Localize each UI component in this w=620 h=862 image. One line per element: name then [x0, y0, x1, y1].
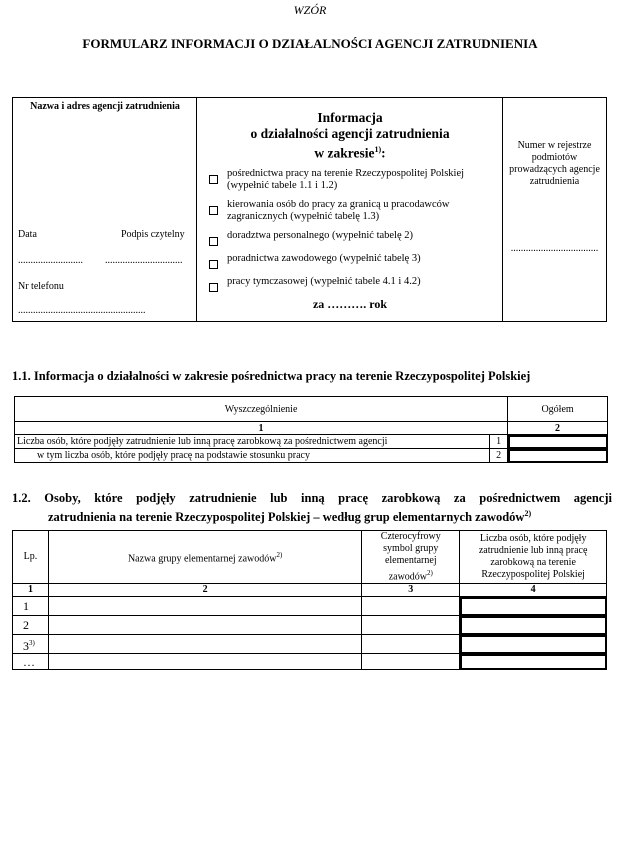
row-lp: …	[13, 654, 49, 670]
info-title-line1: Informacja	[317, 110, 383, 125]
table-row	[15, 449, 608, 463]
col-number: 1	[13, 584, 49, 597]
col-total-header: Ogółem	[508, 397, 608, 422]
register-number-label: Numer w rejestrze podmiotów prowadzących agencje zatrudnienia	[509, 140, 600, 187]
phone-field[interactable]: ...................................................	[18, 305, 146, 316]
col-number: 2	[508, 422, 608, 435]
section-1-2-title	[12, 490, 612, 525]
table-row	[13, 597, 607, 616]
info-title-line3: w zakresie$^{1)}$:	[314, 145, 386, 161]
signature-field[interactable]: ...............................	[105, 255, 183, 266]
option-work-abroad[interactable]	[209, 199, 499, 223]
col-symbol-header: Czterocyfrowy symbol grupy elementarnej zawodów$^{2)}$	[362, 531, 460, 584]
option-job-placement[interactable]	[209, 168, 499, 192]
option-label: kierowania osób do pracy za granicą u pracodawców zagranicznych (wypełnić tabelę 1.3)	[227, 199, 450, 222]
option-label: pracy tymczasowej (wypełnić tabele 4.1 i 4.2)	[227, 276, 421, 287]
footnote-ref: 2)	[427, 569, 433, 577]
footnote-ref: 1)	[374, 145, 382, 154]
table-row	[15, 435, 608, 449]
name-cell[interactable]	[48, 654, 361, 670]
year-field[interactable]: za ………. rok	[312, 297, 388, 311]
option-personnel-consulting[interactable]	[209, 230, 499, 246]
row-label: Liczba osób, które podjęły zatrudnienie lub inną pracę zarobkową za pośrednictwem agencji	[15, 435, 490, 449]
table-1-1	[14, 396, 608, 463]
col-number: 3	[362, 584, 460, 597]
symbol-cell[interactable]	[362, 616, 460, 635]
section-1-2-title-line1: 1.2. Osoby, które podjęły zatrudnienie lub inną pracę zarobkową za pośrednictwem agencji	[12, 491, 612, 505]
row-label: w tym liczba osób, które podjęły pracę na podstawie stosunku pracy	[15, 449, 490, 463]
col-number: 4	[460, 584, 607, 597]
section-1-1-title: 1.1. Informacja o działalności w zakresie pośrednictwa pracy na terenie Rzeczypospolitej Polskiej	[12, 369, 531, 383]
phone-label: Nr telefonu	[18, 281, 64, 292]
option-career-counseling[interactable]	[209, 253, 499, 269]
register-number-field[interactable]: ...................................	[510, 243, 599, 254]
symbol-cell[interactable]	[362, 635, 460, 654]
table-1-2	[12, 530, 607, 670]
row-lp: 1	[13, 597, 49, 616]
count-cell[interactable]	[460, 654, 607, 670]
input-cell[interactable]	[508, 449, 608, 463]
count-cell[interactable]	[460, 635, 607, 654]
count-cell[interactable]	[460, 597, 607, 616]
date-field[interactable]: ..........................	[18, 255, 83, 266]
agency-name-label: Nazwa i adres agencji zatrudnienia	[30, 101, 180, 112]
name-cell[interactable]	[48, 635, 361, 654]
checkbox[interactable]	[209, 237, 218, 246]
checkbox[interactable]	[209, 283, 218, 292]
option-label: doradztwa personalnego (wypełnić tabelę 2)	[227, 230, 414, 241]
date-label: Data	[18, 229, 37, 240]
footnote-ref: 2)	[524, 509, 532, 518]
col-spec-header: Wyszczególnienie	[15, 397, 508, 422]
option-label: pośrednictwa pracy na terenie Rzeczypospolitej Polskiej (wypełnić tabele 1.1 i 1.2)	[227, 168, 465, 191]
col-count-header: Liczba osób, które podjęły zatrudnienie lub inną pracę zarobkową na terenie Rzeczypospolitej Polskiej	[460, 531, 607, 584]
table-row	[13, 635, 607, 654]
checkbox[interactable]	[209, 175, 218, 184]
row-number: 1	[490, 435, 508, 449]
col-name-header: Nazwa grupy elementarnej zawodów$^{2)}$	[48, 531, 361, 584]
footnote-ref: 2)	[276, 551, 283, 559]
register-panel	[503, 98, 606, 321]
option-temporary-work[interactable]	[209, 276, 499, 292]
col-number: 1	[15, 422, 508, 435]
row-number: 2	[490, 449, 508, 463]
agency-panel	[13, 98, 197, 321]
col-lp-header: Lp.	[13, 531, 49, 584]
form-title: FORMULARZ INFORMACJI O DZIAŁALNOŚCI AGENCJI ZATRUDNIENIA	[82, 36, 538, 51]
option-label: poradnictwa zawodowego (wypełnić tabelę 3)	[227, 253, 421, 264]
input-cell[interactable]	[508, 435, 608, 449]
header-box	[12, 97, 607, 322]
scope-options	[209, 168, 499, 299]
info-title	[197, 110, 503, 162]
sample-label: WZÓR	[293, 3, 327, 17]
checkbox[interactable]	[209, 260, 218, 269]
row-lp: 2	[13, 616, 49, 635]
signature-label: Podpis czytelny	[121, 229, 185, 240]
col-number: 2	[48, 584, 361, 597]
table-row	[13, 654, 607, 670]
count-cell[interactable]	[460, 616, 607, 635]
name-cell[interactable]	[48, 616, 361, 635]
name-cell[interactable]	[48, 597, 361, 616]
info-title-line2: o działalności agencji zatrudnienia	[250, 126, 450, 141]
table-row	[13, 616, 607, 635]
info-panel	[197, 98, 503, 321]
symbol-cell[interactable]	[362, 654, 460, 670]
checkbox[interactable]	[209, 206, 218, 215]
row-lp: 3$^{3)}$	[13, 635, 49, 654]
section-1-2-title-line2: zatrudnienia na terenie Rzeczypospolitej Polskiej – według grup elementarnych zawodów$^{2)}$	[48, 509, 532, 525]
symbol-cell[interactable]	[362, 597, 460, 616]
footnote-ref: 3)	[29, 638, 35, 647]
